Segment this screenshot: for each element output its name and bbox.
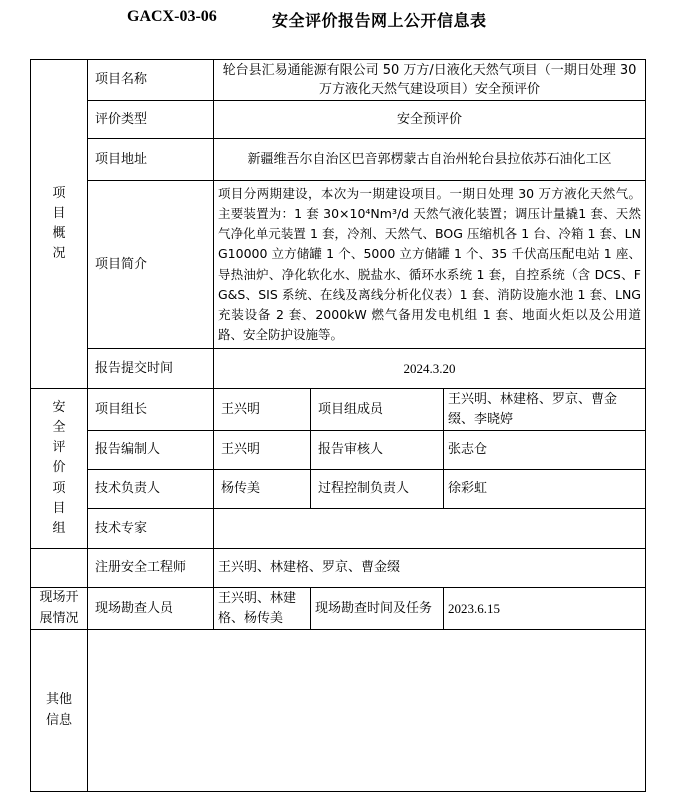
- evaluation-type-value: 安全预评价: [214, 101, 646, 139]
- category-other: 其他信息: [31, 630, 88, 792]
- team-members-value: 王兴明、林建格、罗京、曹金缀、李晓婷: [444, 389, 646, 431]
- project-intro-label: 项目简介: [88, 181, 214, 349]
- submit-time-label: 报告提交时间: [88, 349, 214, 389]
- report-reviewer-label: 报告审核人: [311, 431, 444, 470]
- registered-engineer-value: 王兴明、林建格、罗京、曹金缀: [214, 549, 646, 588]
- row-project-address: [31, 139, 646, 181]
- technical-lead-label: 技术负责人: [88, 470, 214, 509]
- site-staff-value: 王兴明、林建格、杨传美: [214, 588, 311, 630]
- submit-time-value: 2024.3.20: [214, 349, 646, 389]
- site-time-label: 现场勘查时间及任务: [311, 588, 444, 630]
- row-site-survey: [31, 588, 646, 630]
- category-overview: 项目概况: [31, 60, 88, 389]
- report-reviewer-value: 张志仓: [444, 431, 646, 470]
- technical-expert-value: [214, 509, 646, 549]
- row-project-intro: [31, 181, 646, 349]
- row-report-author: [31, 431, 646, 470]
- technical-lead-value: 杨传美: [214, 470, 311, 509]
- process-control-label: 过程控制负责人: [311, 470, 444, 509]
- row-registered-engineer: [31, 549, 646, 588]
- site-time-value: 2023.6.15: [444, 588, 646, 630]
- project-address-value: 新疆维吾尔自治区巴音郭楞蒙古自治州轮台县拉依苏石油化工区: [214, 139, 646, 181]
- project-name-value: 轮台县汇易通能源有限公司 50 万方/日液化天然气项目（一期日处理 30 万方液化天然气建设项目）安全预评价: [214, 60, 646, 101]
- process-control-value: 徐彩虹: [444, 470, 646, 509]
- team-leader-label: 项目组长: [88, 389, 214, 431]
- category-blank: [31, 549, 88, 588]
- form-code: GACX-03-06: [127, 8, 217, 25]
- category-team: 安全评价项目组: [31, 389, 88, 549]
- project-address-label: 项目地址: [88, 139, 214, 181]
- row-project-name: [31, 60, 646, 101]
- document-header: [0, 8, 674, 30]
- row-evaluation-type: [31, 101, 646, 139]
- category-site: 现场开展情况: [31, 588, 88, 630]
- project-intro-value: 项目分两期建设，本次为一期建设项目。一期日处理 30 万方液化天然气。主要装置为：1 套 30×10⁴Nm³/d 天然气液化装置；调压计量撬1 套、天然气净化单元装置 1 套，冷剂、天然气、BOG 压缩机各 1 台、冷箱 1 套、LNG10000 立方储罐 1 个、5000 立方储罐 1 个、35 千伏高压配电站 1 座、导热油炉、净化软化水、脱盐水、循环水系统 1 套，自控系统（含 DCS、FG&S、SIS 系统、在线及离线分析化仪表）1 套、消防设施水池 1 套、LNG 充装设备 2 套、2000kW 燃气备用发电机组 1 套、地面火炬以及公用道路、安全防护设施等。: [214, 181, 646, 349]
- row-team-leader: [31, 389, 646, 431]
- technical-expert-label: 技术专家: [88, 509, 214, 549]
- row-submit-time: [31, 349, 646, 389]
- page-title: 安全评价报告网上公开信息表: [272, 11, 487, 30]
- project-name-label: 项目名称: [88, 60, 214, 101]
- row-other-info: [31, 630, 646, 792]
- evaluation-type-label: 评价类型: [88, 101, 214, 139]
- row-technical-lead: [31, 470, 646, 509]
- info-table: [30, 59, 646, 792]
- team-members-label: 项目组成员: [311, 389, 444, 431]
- row-technical-expert: [31, 509, 646, 549]
- other-info-value: [88, 630, 646, 792]
- report-author-label: 报告编制人: [88, 431, 214, 470]
- team-leader-value: 王兴明: [214, 389, 311, 431]
- registered-engineer-label: 注册安全工程师: [88, 549, 214, 588]
- site-staff-label: 现场勘查人员: [88, 588, 214, 630]
- report-author-value: 王兴明: [214, 431, 311, 470]
